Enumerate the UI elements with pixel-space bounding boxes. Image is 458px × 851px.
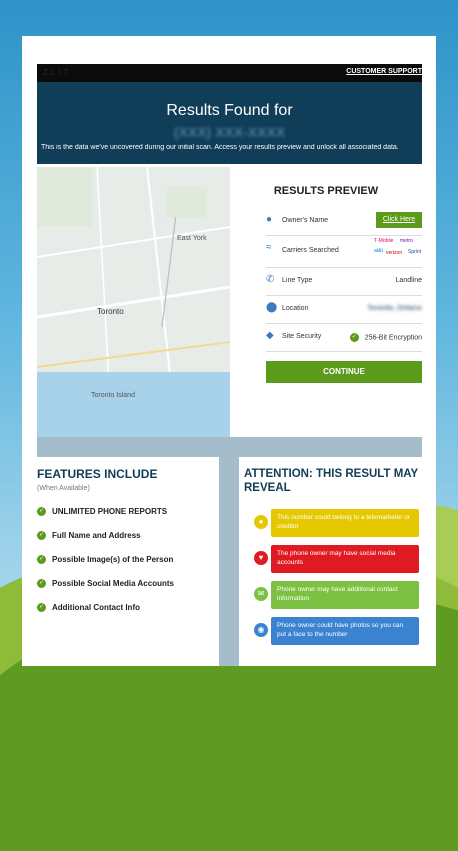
row-label: Owner's Name [282,217,329,224]
attention-callout [254,581,414,609]
map-label: Toronto Island [91,392,135,399]
row-owner-name [266,207,422,236]
continue-button[interactable]: CONTINUE [266,361,422,383]
location-icon: ⬤ [266,302,278,313]
row-label: Line Type [282,277,313,284]
callout-text: The phone owner may have social media accounts [271,545,419,573]
attention-callout [254,545,414,573]
features-subtitle: (When Available) [37,485,90,492]
results-preview [230,167,422,437]
row-label: Carriers Searched [282,247,339,254]
row-label: Site Security [282,333,322,340]
map-label: Toronto [97,307,124,316]
line-type-value: Landline [395,277,422,284]
row-carriers [266,235,422,268]
person-icon: ● [266,214,273,225]
features-title: FEATURES INCLUDE [37,467,158,481]
check-icon: ✓ [38,532,45,539]
results-hero [37,82,422,164]
customer-support-link[interactable]: CUSTOMER SUPPORT [346,68,422,75]
check-icon: ✓ [38,508,45,515]
feature-item: ✓ Additional Contact Info [38,603,140,612]
row-location [266,295,422,324]
site-logo: ZLIT [43,68,72,77]
mail-icon: ✉ [254,587,268,601]
check-icon: ✓ [38,556,45,563]
results-panel [22,36,436,666]
check-icon: ✓ [351,334,357,340]
top-bar [37,64,422,82]
callout-text: Phone owner may have additional contact information [271,581,419,609]
check-icon: ✓ [38,604,45,611]
feature-item: ✓ Possible Social Media Accounts [38,579,174,588]
attention-callout [254,509,414,537]
features-panel [37,457,219,666]
carrier-logos: T‑Mobile metro at&t verizon Sprint [374,238,422,256]
signal-icon: ≈ [266,242,272,253]
security-value: ✓ 256-Bit Encryption [351,334,422,342]
click-here-button[interactable]: Click Here [376,212,422,228]
preview-title: RESULTS PREVIEW [273,185,379,197]
shield-icon: ◆ [266,330,274,341]
row-label: Location [282,305,309,312]
feature-item: ✓ Full Name and Address [38,531,141,540]
lake-ontario [37,399,157,437]
attention-title: ATTENTION: THIS RESULT MAY REVEAL [244,468,418,494]
callout-text: This number could belong to a telemarketer or creditor [271,509,419,537]
callout-text: Phone owner could have photos so you can put a face to the number [271,617,419,645]
location-value: Toronto, Ontario [367,305,422,312]
map-label: East York [177,235,207,242]
check-icon: ✓ [38,580,45,587]
camera-icon: ◉ [254,623,268,637]
feature-item: ✓ UNLIMITED PHONE REPORTS [38,507,168,516]
feature-item: ✓ Possible Image(s) of the Person [38,555,174,564]
tag-icon: ● [254,515,268,529]
phone-icon: ✆ [266,274,275,285]
attention-callout [254,617,414,645]
divider-strip [37,437,422,457]
hero-title: Results Found for [166,102,293,119]
attention-panel [239,457,422,666]
bottom-section [37,457,422,666]
searched-phone-number: (XXX) XXX-XXXX [173,124,286,140]
row-line-type [266,267,422,296]
heart-icon: ♥ [254,551,268,565]
location-map[interactable] [37,167,230,437]
hero-subtitle: This is the data we've uncovered during our initial scan. Access your results preview and unlock all associated data. [41,144,399,151]
row-site-security [266,323,422,352]
